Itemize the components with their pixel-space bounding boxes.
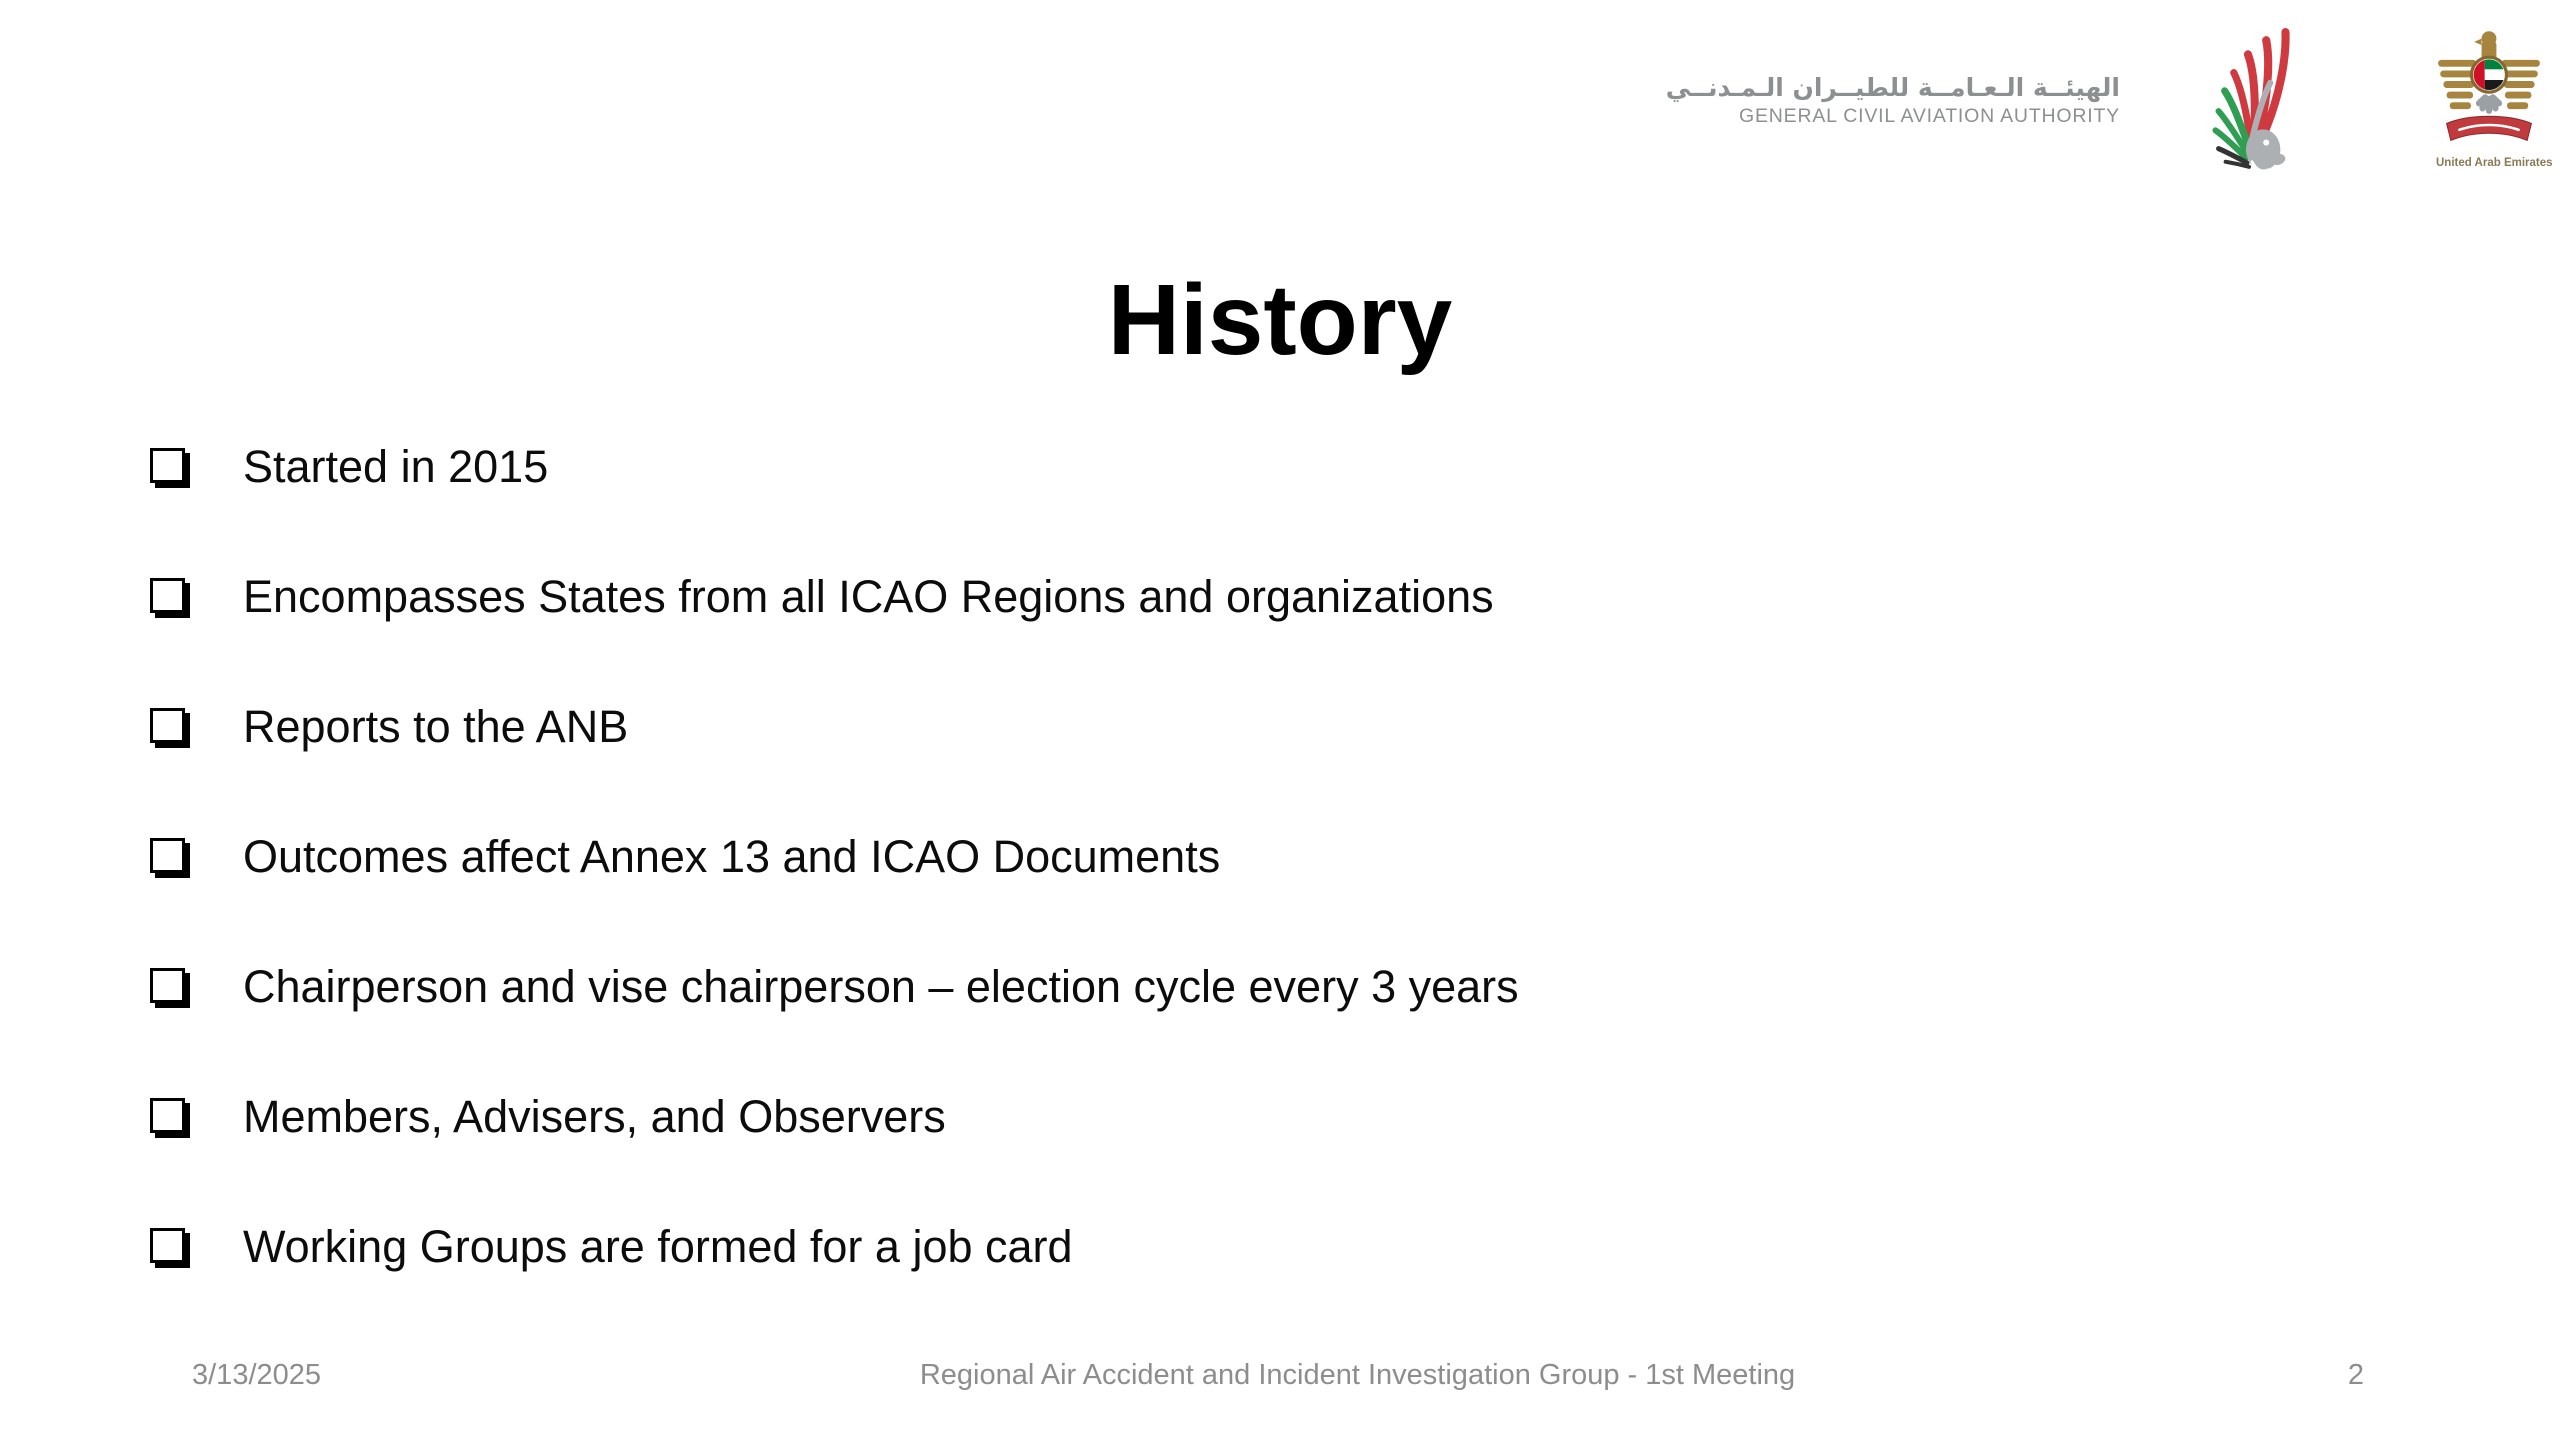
shadowed-checkbox-bullet-icon <box>150 968 185 1003</box>
shadowed-checkbox-bullet-icon <box>150 708 185 743</box>
bullet-item <box>150 700 2250 830</box>
bullet-text: Outcomes affect Annex 13 and ICAO Documents <box>243 831 1221 882</box>
shadowed-checkbox-bullet-icon <box>150 1098 185 1133</box>
footer-date: 3/13/2025 <box>192 1359 322 1391</box>
shadowed-checkbox-bullet-icon <box>150 578 185 613</box>
bullet-text: Chairperson and vise chairperson – election cycle every 3 years <box>243 961 1519 1012</box>
bullet-text: Encompasses States from all ICAO Regions and organizations <box>243 571 1494 622</box>
footer-page-number: 2 <box>2347 1359 2364 1391</box>
bullet-item <box>150 1090 2250 1220</box>
shadowed-checkbox-bullet-icon <box>150 448 185 483</box>
uae-emblem <box>2436 28 2553 169</box>
bullet-item <box>150 830 2250 960</box>
bullet-list <box>150 440 2250 1350</box>
bullet-text: Working Groups are formed for a job card <box>243 1221 1073 1272</box>
gcaa-logo <box>1666 74 2120 128</box>
bullet-text: Members, Advisers, and Observers <box>243 1091 946 1142</box>
bullet-text: Reports to the ANB <box>243 701 629 752</box>
gcaa-english-name: GENERAL CIVIL AVIATION AUTHORITY <box>1738 105 2120 127</box>
gcaa-falcon-wing-icon <box>2204 26 2298 178</box>
footer-meeting-title: Regional Air Accident and Incident Investigation Group - 1st Meeting <box>919 1359 1796 1391</box>
gcaa-arabic-name: الهيئــة الـعـامــة للطيــران الـمـدنــي <box>1665 73 2120 102</box>
bullet-item <box>150 960 2250 1090</box>
shadowed-checkbox-bullet-icon <box>150 838 185 873</box>
bullet-item <box>150 1220 2250 1350</box>
shadowed-checkbox-bullet-icon <box>150 1228 185 1263</box>
bullet-text: Started in 2015 <box>243 441 549 492</box>
bullet-item <box>150 440 2250 570</box>
bullet-item <box>150 570 2250 700</box>
uae-emblem-caption: United Arab Emirates <box>2436 157 2553 169</box>
slide-title: History <box>1107 264 1453 376</box>
uae-emblem-icon <box>2436 28 2542 150</box>
